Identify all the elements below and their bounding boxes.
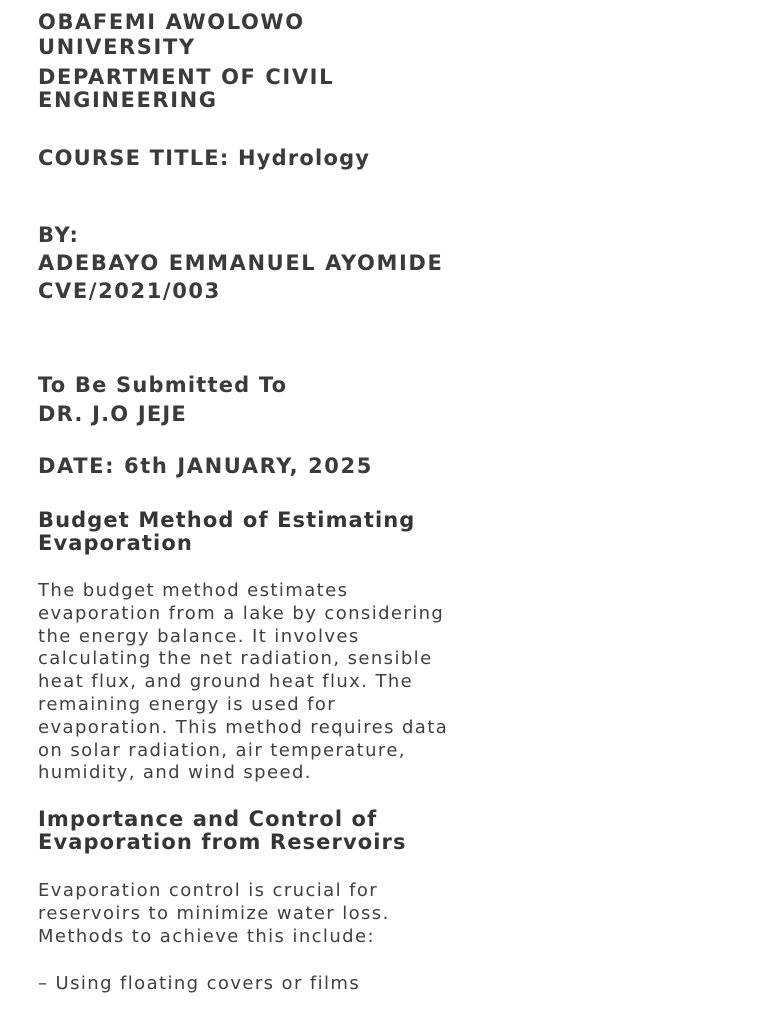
section-heading-budget-method — [38, 509, 738, 555]
section-heading-evaporation-control — [38, 808, 738, 854]
paragraph-evaporation-control — [38, 880, 738, 948]
document-page — [38, 8, 738, 995]
section-heading-line-2: Evaporation — [38, 531, 193, 555]
author-name: ADEBAYO EMMANUEL AYOMIDE — [38, 251, 444, 275]
list-item: – Using floating covers or films — [38, 972, 361, 994]
university-name — [38, 10, 738, 60]
university-name-line-2: UNIVERSITY — [38, 35, 196, 59]
bullet-list — [38, 972, 738, 995]
department-name-line-1: DEPARTMENT OF CIVIL — [38, 65, 335, 89]
submission-date: DATE: 6th JANUARY, 2025 — [38, 454, 373, 478]
paragraph-line: calculating the net radiation, sensible — [38, 648, 433, 670]
section-heading-line-1: Importance and Control of — [38, 807, 378, 832]
paragraph-line: remaining energy is used for — [38, 693, 337, 715]
course-title: COURSE TITLE: Hydrology — [38, 146, 371, 170]
paragraph-line: the energy balance. It involves — [38, 625, 360, 647]
paragraph-line: The budget method estimates — [38, 580, 349, 601]
paragraph-line: heat flux, and ground heat flux. The — [38, 671, 414, 693]
by-label: BY: — [38, 223, 80, 247]
author-block — [38, 221, 738, 305]
submission-recipient: DR. J.O JEJE — [38, 402, 187, 426]
paragraph-line: on solar radiation, air temperature, — [38, 739, 406, 761]
section-heading-line-2: Evaporation from Reservoirs — [38, 830, 407, 855]
department-name — [38, 66, 738, 112]
author-matric-number: CVE/2021/003 — [38, 279, 221, 303]
section-heading-line-1: Budget Method of Estimating — [38, 508, 416, 532]
paragraph-line: Methods to achieve this include: — [38, 925, 375, 947]
paragraph-budget-method — [38, 580, 738, 785]
paragraph-line: Evaporation control is crucial for — [38, 880, 379, 902]
paragraph-line: humidity, and wind speed. — [38, 762, 312, 784]
university-name-line-1: OBAFEMI AWOLOWO — [38, 10, 305, 34]
paragraph-line: evaporation. This method requires data — [38, 716, 449, 738]
department-name-line-2: ENGINEERING — [38, 88, 218, 112]
paragraph-line: reservoirs to minimize water loss. — [38, 902, 390, 924]
submission-label: To Be Submitted To — [38, 373, 288, 397]
paragraph-line: evaporation from a lake by considering — [38, 602, 445, 624]
submission-block — [38, 371, 738, 429]
